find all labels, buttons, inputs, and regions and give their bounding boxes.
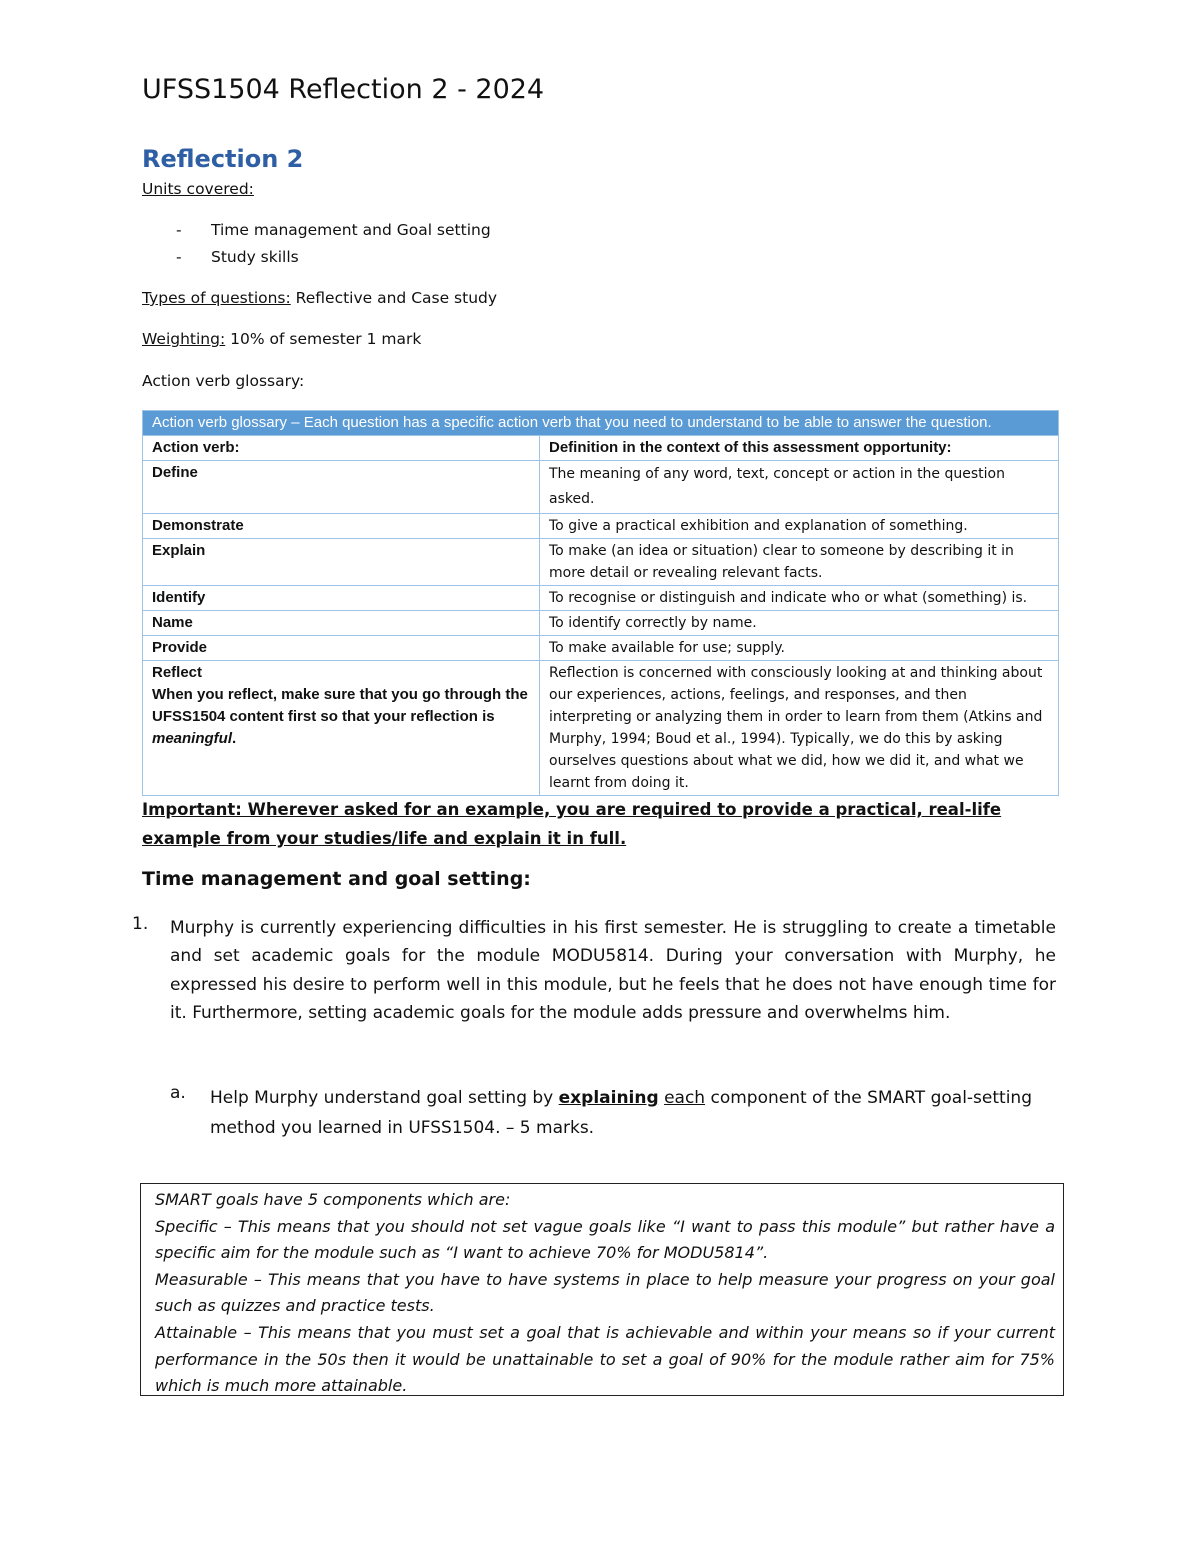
table-row xyxy=(143,514,1059,539)
bullet-marker: - xyxy=(176,248,182,266)
definition-cell: To make available for use; supply. xyxy=(540,636,1059,661)
subquestion-text-start: Help Murphy understand goal setting by xyxy=(210,1088,559,1108)
answer-line: Measurable – This means that you have to have systems in place to help measure your progress on your goal such as quizzes and practice tests. xyxy=(155,1269,1055,1316)
reflect-note-end: . xyxy=(232,730,237,747)
types-of-questions xyxy=(142,289,497,307)
subquestion-text-end: component of the SMART goal-setting method you learned in UFSS1504. – 5 marks. xyxy=(210,1088,1032,1138)
table-row xyxy=(143,661,1059,796)
action-verb-glossary-table xyxy=(142,410,1059,796)
question-number: 1. xyxy=(132,914,149,934)
table-row xyxy=(143,539,1059,586)
answer-line: Specific – This means that you should not set vague goals like “I want to pass this module” but rather have a specific aim for the module such as “I want to achieve 70% for MODU5814”. xyxy=(155,1216,1055,1263)
glossary-header: Action verb glossary – Each question has a specific action verb that you need to understand to be able to answer the question. xyxy=(143,411,1059,436)
table-row xyxy=(143,586,1059,611)
definition-cell: To give a practical exhibition and explanation of something. xyxy=(540,514,1059,539)
subquestion-letter: a. xyxy=(170,1083,186,1103)
definition-cell: Reflection is concerned with consciously looking at and thinking about our experiences, actions, feelings, and responses, and then interpreting or analyzing them in order to learn from them (Atkins and Murphy, 1994; Boud et al., 1994). Typically, we do this by asking ourselves questions about what we did, how we did it, and what we learnt from doing it. xyxy=(540,661,1059,796)
table-row xyxy=(143,461,1059,514)
weighting-label: Weighting: xyxy=(142,330,226,348)
glossary-header-row xyxy=(143,411,1059,436)
bullet-marker: - xyxy=(176,221,182,239)
definition-cell: To make (an idea or situation) clear to someone by describing it in more detail or revealing relevant facts. xyxy=(540,539,1059,586)
definition-cell: To identify correctly by name. xyxy=(540,611,1059,636)
table-row xyxy=(143,636,1059,661)
subquestion-each: each xyxy=(664,1088,706,1108)
subquestion-action-verb: explaining xyxy=(558,1088,659,1108)
verb-cell: Demonstrate xyxy=(143,514,540,539)
weighting xyxy=(142,330,421,348)
reflect-note-text: When you reflect, make sure that you go through the UFSS1504 content first so that your reflection is xyxy=(152,686,528,725)
subquestion-text xyxy=(210,1083,1070,1143)
definition-cell: To recognise or distinguish and indicate who or what (something) is. xyxy=(540,586,1059,611)
section-heading-time-management: Time management and goal setting: xyxy=(142,868,531,890)
weighting-value: 10% of semester 1 mark xyxy=(225,330,422,348)
unit-item: Study skills xyxy=(211,248,299,266)
verb-cell: Provide xyxy=(143,636,540,661)
types-label: Types of questions: xyxy=(142,289,291,307)
verb-cell: Explain xyxy=(143,539,540,586)
verb-cell: Name xyxy=(143,611,540,636)
answer-line: Attainable – This means that you must set a goal that is achievable and within your means so if your current performance in the 50s then it would be unattainable to set a goal of 90% for the module rather aim for 75% which is much more attainable. xyxy=(155,1322,1055,1396)
important-note: Important: Wherever asked for an example, you are required to provide a practical, real-life example from your studies/life and explain it in full. xyxy=(142,800,1002,848)
document-title: UFSS1504 Reflection 2 - 2024 xyxy=(142,74,545,105)
reflect-verb: Reflect xyxy=(152,664,203,681)
section-title: Reflection 2 xyxy=(142,145,304,173)
verb-cell: Identify xyxy=(143,586,540,611)
reflect-note-emphasis: meaningful xyxy=(152,730,233,747)
answer-box[interactable] xyxy=(140,1183,1064,1396)
unit-item: Time management and Goal setting xyxy=(211,221,491,239)
definition-cell: The meaning of any word, text, concept or action in the question asked. xyxy=(540,461,1059,514)
answer-line: SMART goals have 5 components which are: xyxy=(155,1190,511,1209)
question-text: Murphy is currently experiencing difficulties in his first semester. He is struggling to create a timetable and set academic goals for the module MODU5814. During your conversation with Murphy, he expressed his desire to perform well in this module, but he feels that he does not have enough time for it. Furthermore, setting academic goals for the module adds pressure and overwhelms him. xyxy=(170,918,1056,1023)
units-label: Units covered: xyxy=(142,180,254,198)
types-value: Reflective and Case study xyxy=(290,289,498,307)
column-header-verb: Action verb: xyxy=(143,436,540,461)
column-header-definition: Definition in the context of this assessment opportunity: xyxy=(540,436,1059,461)
reflect-note xyxy=(152,684,531,750)
table-row xyxy=(143,611,1059,636)
glossary-column-headers xyxy=(143,436,1059,461)
glossary-intro: Action verb glossary: xyxy=(142,372,305,390)
verb-cell: Define xyxy=(143,461,540,514)
verb-cell xyxy=(143,661,540,796)
